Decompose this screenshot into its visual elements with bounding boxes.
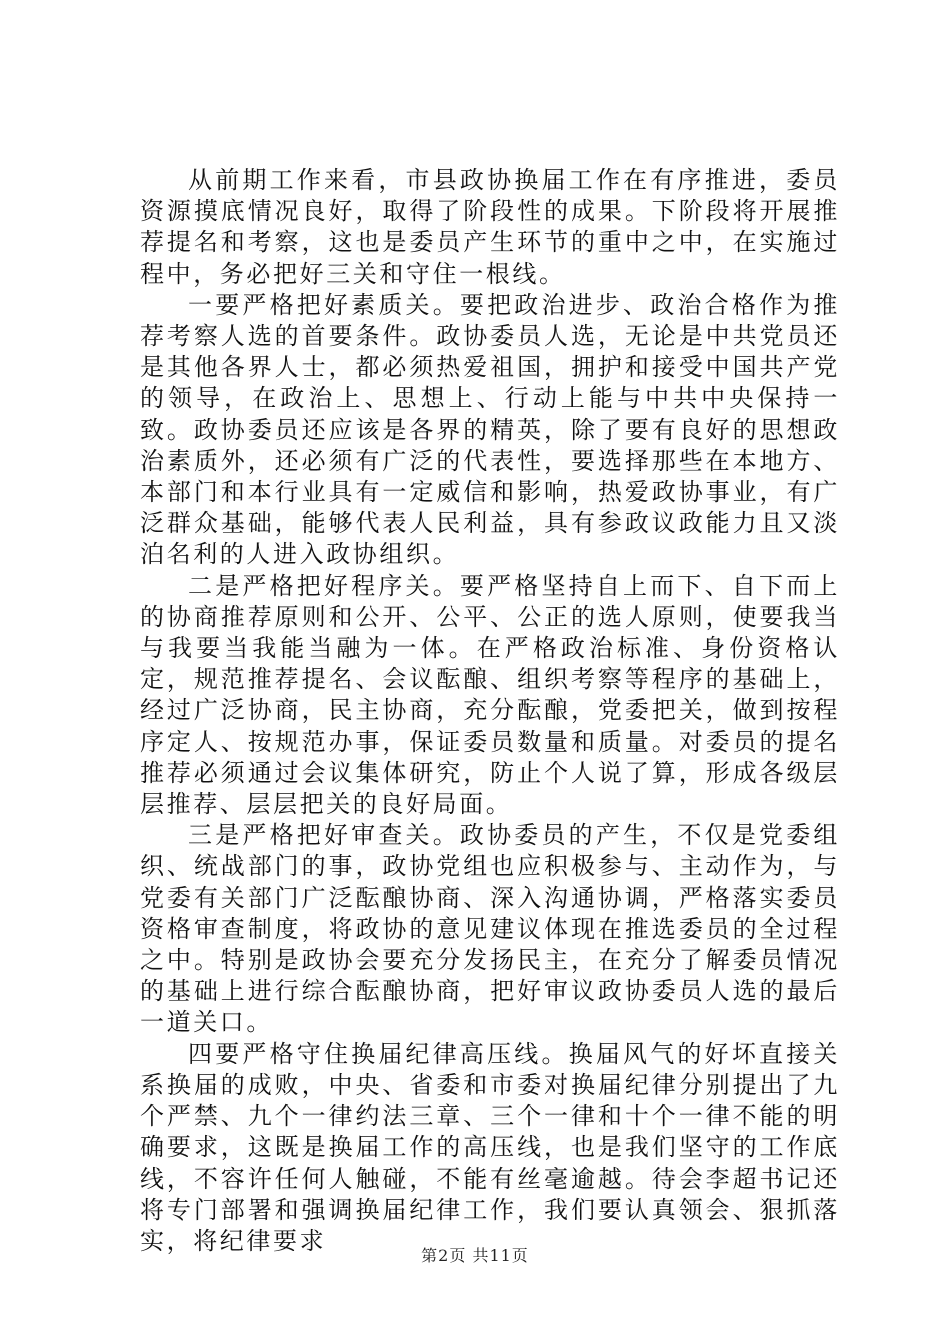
paragraph-intro: 从前期工作来看，市县政协换届工作在有序推进，委员资源摸底情况良好，取得了阶段性的成果。下阶段将开展推荐提名和考察，这也是委员产生环节的重中之中，在实施过程中，务必把好三关和守住一根线。 bbox=[140, 166, 840, 288]
paragraph-review-check: 三是严格把好审查关。政协委员的产生，不仅是党委组织、统战部门的事，政协党组也应积极参与、主动作为，与党委有关部门广泛酝酿协商、深入沟通协调，严格落实委员资格审查制度，将政协的意见建议体现在推选委员的全过程之中。特别是政协会要充分发扬民主，在充分了解委员情况的基础上进行综合酝酿协商，把好审议政协委员人选的最后一道关口。 bbox=[140, 821, 840, 1037]
paragraph-quality-check: 一要严格把好素质关。要把政治进步、政治合格作为推荐考察人选的首要条件。政协委员人选，无论是中共党员还是其他各界人士，都必须热爱祖国，拥护和接受中国共产党的领导，在政治上、思想上、行动上能与中共中央保持一致。政协委员还应该是各界的精英，除了要有良好的思想政治素质外，还必须有广泛的代表性，要选择那些在本地方、本部门和本行业具有一定威信和影响，热爱政协事业，有广泛群众基础，能够代表人民利益，具有参政议政能力且又淡泊名利的人进入政协组织。 bbox=[140, 290, 840, 569]
page-number-footer: 第2页 共11页 bbox=[421, 1246, 529, 1265]
paragraph-procedure-check: 二是严格把好程序关。要严格坚持自上而下、自下而上的协商推荐原则和公开、公平、公正的选人原则，使要我当与我要当我能当融为一体。在严格政治标准、身份资格认定，规范推荐提名、会议酝酿、组织考察等程序的基础上，经过广泛协商，民主协商，充分酝酿，党委把关，做到按程序定人、按规范办事，保证委员数量和质量。对委员的提名推荐必须通过会议集体研究，防止个人说了算，形成各级层层推荐、层层把关的良好局面。 bbox=[140, 571, 840, 819]
paragraph-discipline-line: 四要严格守住换届纪律高压线。换届风气的好坏直接关系换届的成败，中央、省委和市委对换届纪律分别提出了九个严禁、九个一律约法三章、三个一律和十个一律不能的明确要求，这既是换届工作的高压线，也是我们坚守的工作底线，不容许任何人触碰，不能有丝毫逾越。待会李超书记还将专门部署和强调换届纪律工作，我们要认真领会、狠抓落实，将纪律要求 bbox=[140, 1039, 840, 1255]
document-body bbox=[140, 165, 840, 1257]
